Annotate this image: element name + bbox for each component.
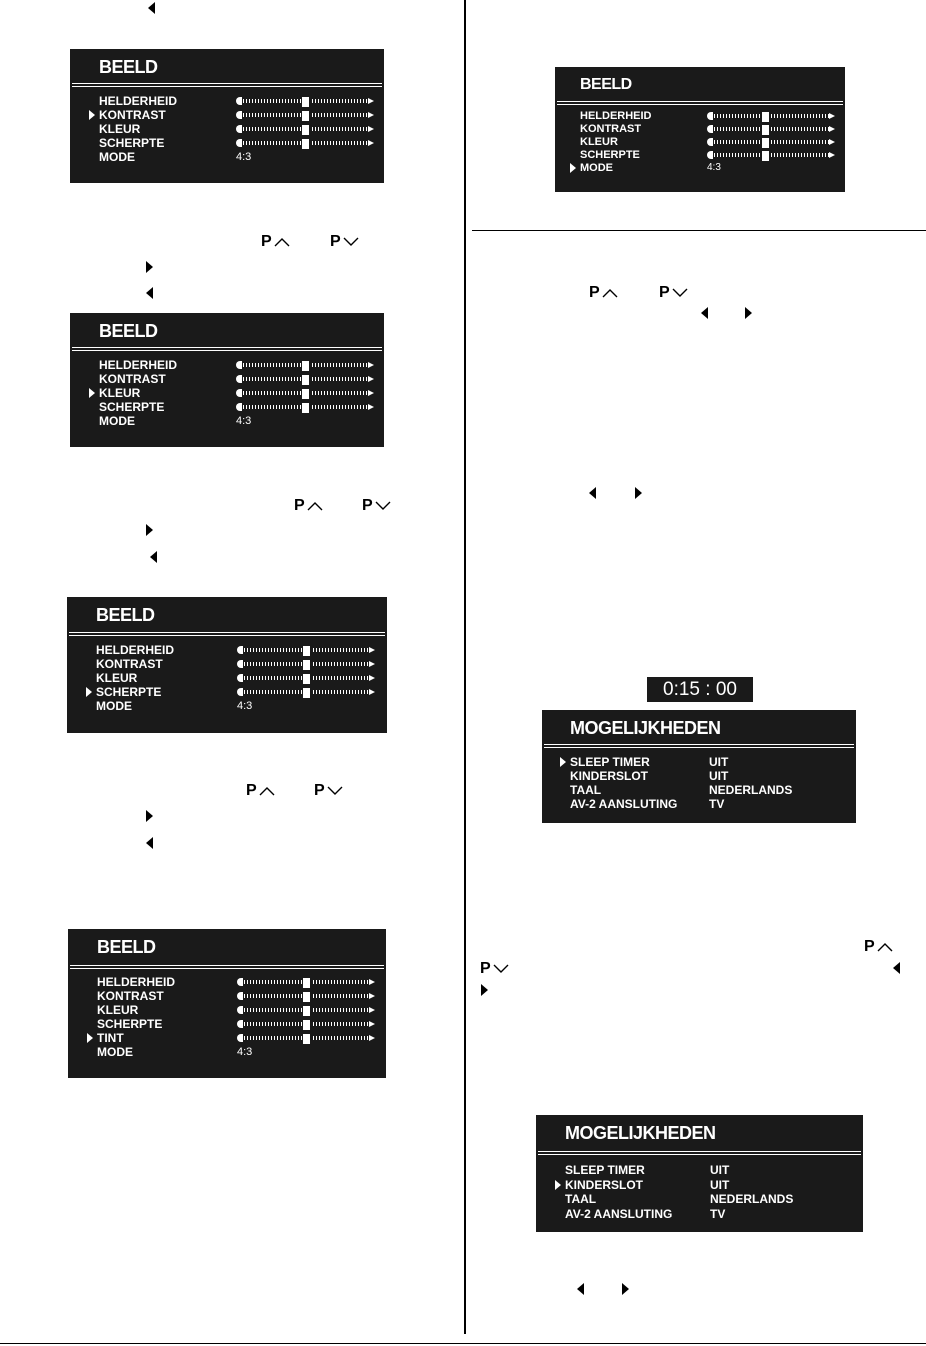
option-value: TV <box>710 1206 726 1221</box>
level-slider[interactable] <box>236 361 374 369</box>
picture-menu <box>70 49 384 183</box>
menu-separator <box>538 1154 861 1155</box>
menu-item-mode[interactable] <box>580 161 613 174</box>
menu-item-scherpte[interactable] <box>99 136 164 150</box>
menu-item-label: HELDERHEID <box>97 975 176 989</box>
level-slider[interactable] <box>237 992 375 1000</box>
slider-max-arrow-icon <box>369 1021 375 1027</box>
menu-item-label: SCHERPTE <box>99 136 165 150</box>
slider-max-arrow-icon <box>369 661 375 667</box>
slider-track <box>711 127 831 131</box>
slider-knob[interactable] <box>761 150 770 162</box>
left-arrow-icon <box>701 307 708 319</box>
selection-pointer-icon <box>555 1180 561 1190</box>
menu-item-label: KONTRAST <box>97 989 164 1003</box>
slider-min-cap <box>237 992 243 1000</box>
menu-separator <box>72 347 382 348</box>
menu-item-helderheid[interactable] <box>96 643 174 657</box>
menu-item-label: HELDERHEID <box>96 643 175 657</box>
slider-knob[interactable] <box>302 687 311 699</box>
menu-separator <box>70 965 384 966</box>
option-value: TV <box>709 797 725 811</box>
menu-item-kleur[interactable] <box>99 122 140 136</box>
chevron-up-icon <box>274 237 290 247</box>
slider-min-cap <box>236 375 242 383</box>
level-slider[interactable] <box>707 138 835 146</box>
option-label: AV-2 AANSLUTING <box>565 1206 673 1221</box>
menu-separator <box>538 1151 861 1152</box>
right-arrow-icon <box>146 810 153 822</box>
option-label: TAAL <box>565 1192 597 1207</box>
option-label: KINDERSLOT <box>570 769 648 783</box>
menu-separator <box>72 350 382 351</box>
slider-track <box>711 153 831 157</box>
section-divider <box>472 230 926 231</box>
menu-item-mode[interactable] <box>99 414 135 428</box>
menu-item-kontrast[interactable] <box>580 122 641 135</box>
option-item[interactable] <box>570 797 677 811</box>
slider-max-arrow-icon <box>369 1007 375 1013</box>
left-arrow-icon <box>577 1283 584 1295</box>
chevron-down-icon <box>375 501 391 511</box>
slider-knob[interactable] <box>302 673 311 685</box>
menu-item-label: MODE <box>99 150 135 164</box>
sleep-timer-display: 0:15 : 00 <box>647 677 753 702</box>
slider-knob[interactable] <box>302 645 311 657</box>
option-label: SLEEP TIMER <box>565 1163 645 1178</box>
slider-min-cap <box>237 660 243 668</box>
right-arrow-icon <box>481 984 488 996</box>
menu-separator <box>69 632 385 633</box>
menu-item-helderheid[interactable] <box>97 975 175 989</box>
menu-title: MOGELIJKHEDEN <box>570 718 721 738</box>
slider-min-cap <box>236 361 242 369</box>
slider-min-cap <box>237 688 243 696</box>
level-slider[interactable] <box>236 111 374 119</box>
menu-item-kleur[interactable] <box>96 671 137 685</box>
menu-item-label: KONTRAST <box>99 372 166 386</box>
slider-min-cap <box>237 1034 243 1042</box>
menu-item-label: MODE <box>580 161 613 174</box>
selection-pointer-icon <box>89 110 95 120</box>
level-slider[interactable] <box>236 139 374 147</box>
option-label: AV-2 AANSLUTING <box>570 797 678 811</box>
slider-max-arrow-icon <box>369 647 375 653</box>
level-slider[interactable] <box>707 151 835 159</box>
slider-min-cap <box>237 978 243 986</box>
option-item[interactable] <box>570 755 650 769</box>
menu-item-label: KLEUR <box>580 135 618 148</box>
slider-min-cap <box>236 403 242 411</box>
selection-pointer-icon <box>560 757 566 767</box>
level-slider[interactable] <box>237 660 375 668</box>
slider-knob[interactable] <box>301 124 310 136</box>
slider-min-cap <box>237 646 243 654</box>
slider-max-arrow-icon <box>829 113 835 119</box>
menu-item-tint[interactable] <box>97 1031 124 1045</box>
slider-knob[interactable] <box>301 402 310 414</box>
selection-pointer-icon <box>87 1033 93 1043</box>
menu-item-mode[interactable] <box>96 699 132 713</box>
left-arrow-icon <box>893 962 900 974</box>
column-divider <box>464 0 466 1334</box>
menu-item-scherpte[interactable] <box>580 148 640 161</box>
menu-item-scherpte[interactable] <box>99 400 164 414</box>
level-slider[interactable] <box>237 1006 375 1014</box>
mode-value: 4:3 <box>237 700 253 712</box>
left-arrow-icon <box>148 2 155 14</box>
menu-item-label: KLEUR <box>99 386 141 400</box>
level-slider[interactable] <box>237 1034 375 1042</box>
left-arrow-icon <box>146 837 153 849</box>
slider-max-arrow-icon <box>368 390 374 396</box>
menu-separator <box>557 101 843 102</box>
slider-track <box>711 114 831 118</box>
slider-max-arrow-icon <box>369 979 375 985</box>
slider-max-arrow-icon <box>829 139 835 145</box>
menu-item-mode[interactable] <box>97 1045 133 1059</box>
chevron-down-icon <box>672 288 688 298</box>
picture-menu <box>68 929 386 1078</box>
p-up-key: P <box>246 783 275 799</box>
options-menu <box>536 1115 863 1232</box>
selection-pointer-icon <box>570 163 576 173</box>
level-slider[interactable] <box>707 112 835 120</box>
mode-value: 4:3 <box>237 1046 253 1058</box>
menu-item-label: HELDERHEID <box>99 94 178 108</box>
menu-item-label: MODE <box>99 414 135 428</box>
chevron-down-icon <box>493 964 509 974</box>
menu-item-label: HELDERHEID <box>99 358 178 372</box>
slider-knob[interactable] <box>302 1005 311 1017</box>
level-slider[interactable] <box>236 389 374 397</box>
chevron-down-icon <box>343 237 359 247</box>
menu-separator <box>72 83 382 84</box>
option-label: SLEEP TIMER <box>570 755 650 769</box>
slider-max-arrow-icon <box>368 112 374 118</box>
slider-max-arrow-icon <box>829 152 835 158</box>
slider-knob[interactable] <box>761 111 770 123</box>
level-slider[interactable] <box>237 674 375 682</box>
chevron-up-icon <box>877 942 893 952</box>
slider-knob[interactable] <box>761 137 770 149</box>
menu-item-kleur[interactable] <box>99 386 140 400</box>
level-slider[interactable] <box>237 646 375 654</box>
option-value: UIT <box>710 1177 730 1192</box>
menu-separator <box>70 968 384 969</box>
menu-item-kleur[interactable] <box>580 135 618 148</box>
menu-item-helderheid[interactable] <box>580 109 652 122</box>
menu-title: BEELD <box>580 76 632 93</box>
p-up-key: P <box>261 234 290 250</box>
option-item[interactable] <box>565 1192 596 1207</box>
slider-knob[interactable] <box>302 659 311 671</box>
level-slider[interactable] <box>236 375 374 383</box>
option-value: UIT <box>710 1163 730 1177</box>
slider-min-cap <box>707 138 713 146</box>
p-down-key: P <box>330 234 359 250</box>
chevron-up-icon <box>307 501 323 511</box>
slider-min-cap <box>237 1020 243 1028</box>
option-item[interactable] <box>570 783 601 797</box>
slider-knob[interactable] <box>761 124 770 136</box>
option-item[interactable] <box>565 1163 645 1178</box>
level-slider[interactable] <box>236 403 374 411</box>
picture-menu <box>70 313 384 447</box>
chevron-down-icon <box>327 786 343 796</box>
slider-knob[interactable] <box>301 110 310 122</box>
slider-knob[interactable] <box>302 1019 311 1031</box>
slider-max-arrow-icon <box>369 689 375 695</box>
slider-track <box>711 140 831 144</box>
menu-separator <box>69 635 385 636</box>
menu-item-label: MODE <box>97 1045 133 1059</box>
level-slider[interactable] <box>237 978 375 986</box>
slider-min-cap <box>707 125 713 133</box>
menu-item-label: SCHERPTE <box>96 685 162 699</box>
slider-min-cap <box>236 139 242 147</box>
picture-menu <box>555 67 845 192</box>
page-bottom-rule <box>0 1343 926 1344</box>
menu-item-label: KONTRAST <box>99 108 166 122</box>
menu-separator <box>544 747 854 748</box>
slider-min-cap <box>236 125 242 133</box>
menu-title: BEELD <box>96 605 155 625</box>
level-slider[interactable] <box>707 125 835 133</box>
mode-value: 4:3 <box>707 162 721 173</box>
menu-item-label: HELDERHEID <box>580 109 652 122</box>
right-arrow-icon <box>146 261 153 273</box>
menu-title: MOGELIJKHEDEN <box>565 1123 716 1143</box>
menu-title: BEELD <box>99 57 158 77</box>
level-slider[interactable] <box>237 1020 375 1028</box>
menu-item-label: KLEUR <box>99 122 141 136</box>
menu-item-label: KLEUR <box>97 1003 139 1017</box>
option-item[interactable] <box>570 769 648 783</box>
option-label: KINDERSLOT <box>565 1177 643 1192</box>
slider-max-arrow-icon <box>368 362 374 368</box>
menu-title: BEELD <box>99 321 158 341</box>
menu-separator <box>544 744 854 745</box>
slider-min-cap <box>236 111 242 119</box>
option-value: NEDERLANDS <box>709 783 793 797</box>
level-slider[interactable] <box>236 97 374 105</box>
menu-item-kontrast[interactable] <box>99 372 166 386</box>
picture-menu <box>67 597 387 733</box>
menu-item-helderheid[interactable] <box>99 94 177 108</box>
menu-item-kleur[interactable] <box>97 1003 138 1017</box>
p-up-key: P <box>294 498 323 514</box>
menu-item-label: MODE <box>96 699 132 713</box>
slider-knob[interactable] <box>302 991 311 1003</box>
menu-item-scherpte[interactable] <box>97 1017 162 1031</box>
slider-max-arrow-icon <box>368 98 374 104</box>
p-down-key: P <box>362 498 391 514</box>
option-item[interactable] <box>565 1207 672 1222</box>
p-up-key: P <box>589 285 618 301</box>
mode-value: 4:3 <box>236 415 252 427</box>
menu-title: BEELD <box>97 937 156 957</box>
slider-knob[interactable] <box>302 977 311 989</box>
menu-item-label: KONTRAST <box>96 657 163 671</box>
menu-item-label: KLEUR <box>96 671 138 685</box>
menu-item-kontrast[interactable] <box>96 657 163 671</box>
right-arrow-icon <box>146 524 153 536</box>
menu-item-label: SCHERPTE <box>99 400 165 414</box>
chevron-up-icon <box>259 786 275 796</box>
option-value: UIT <box>709 755 729 769</box>
mode-value: 4:3 <box>236 151 252 163</box>
slider-max-arrow-icon <box>368 140 374 146</box>
slider-knob[interactable] <box>301 138 310 150</box>
slider-min-cap <box>237 674 243 682</box>
right-arrow-icon <box>622 1283 629 1295</box>
menu-separator <box>557 104 843 105</box>
option-value: UIT <box>709 769 729 783</box>
slider-knob[interactable] <box>302 1033 311 1045</box>
menu-item-label: TINT <box>97 1031 124 1045</box>
slider-knob[interactable] <box>301 96 310 108</box>
p-down-key: P <box>480 961 509 977</box>
slider-min-cap <box>707 112 713 120</box>
chevron-up-icon <box>602 288 618 298</box>
slider-max-arrow-icon <box>369 675 375 681</box>
left-arrow-icon <box>146 287 153 299</box>
option-item[interactable] <box>565 1178 643 1193</box>
slider-max-arrow-icon <box>368 404 374 410</box>
left-arrow-icon <box>150 551 157 563</box>
right-arrow-icon <box>635 487 642 499</box>
menu-item-kontrast[interactable] <box>99 108 166 122</box>
menu-separator <box>72 86 382 87</box>
slider-min-cap <box>707 151 713 159</box>
p-down-key: P <box>314 783 343 799</box>
options-menu <box>542 710 856 823</box>
p-up-key: P <box>864 939 893 955</box>
slider-min-cap <box>236 97 242 105</box>
left-arrow-icon <box>589 487 596 499</box>
p-down-key: P <box>659 285 688 301</box>
selection-pointer-icon <box>86 687 92 697</box>
menu-item-label: KONTRAST <box>580 122 642 135</box>
slider-max-arrow-icon <box>369 1035 375 1041</box>
menu-item-label: SCHERPTE <box>97 1017 163 1031</box>
slider-knob[interactable] <box>301 388 310 400</box>
option-value: NEDERLANDS <box>710 1192 794 1206</box>
menu-item-helderheid[interactable] <box>99 358 177 372</box>
level-slider[interactable] <box>237 688 375 696</box>
menu-item-mode[interactable] <box>99 150 135 164</box>
slider-knob[interactable] <box>301 360 310 372</box>
slider-min-cap <box>237 1006 243 1014</box>
level-slider[interactable] <box>236 125 374 133</box>
slider-min-cap <box>236 389 242 397</box>
slider-max-arrow-icon <box>368 376 374 382</box>
slider-max-arrow-icon <box>829 126 835 132</box>
slider-knob[interactable] <box>301 374 310 386</box>
right-arrow-icon <box>745 307 752 319</box>
option-label: TAAL <box>570 783 602 797</box>
slider-max-arrow-icon <box>368 126 374 132</box>
slider-max-arrow-icon <box>369 993 375 999</box>
menu-item-label: SCHERPTE <box>580 148 640 161</box>
selection-pointer-icon <box>89 388 95 398</box>
menu-item-scherpte[interactable] <box>96 685 161 699</box>
menu-item-kontrast[interactable] <box>97 989 164 1003</box>
